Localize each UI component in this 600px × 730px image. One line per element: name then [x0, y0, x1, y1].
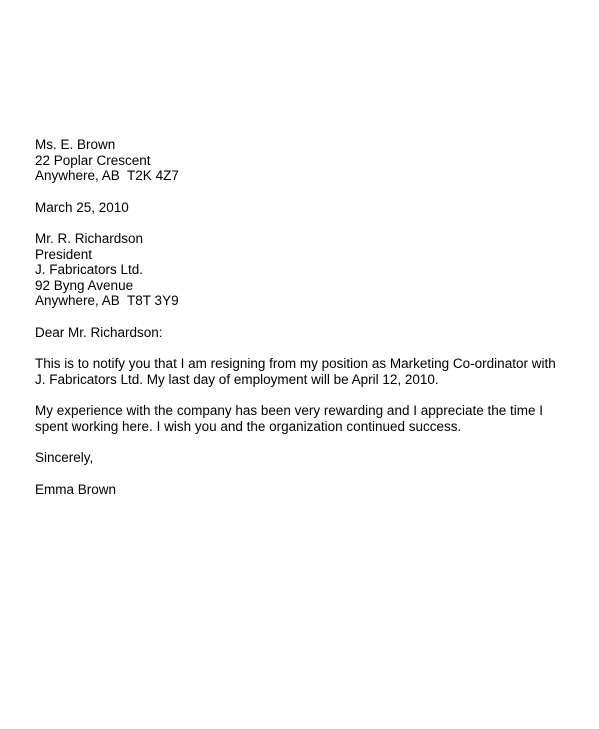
recipient-city-line: Anywhere, AB T8T 3Y9 — [35, 293, 179, 308]
body-paragraph-2-line-1: My experience with the company has been very rewarding and I appreciate the time I — [35, 403, 544, 418]
recipient-street: 92 Byng Avenue — [35, 277, 134, 293]
recipient-address — [35, 231, 580, 309]
sender-address — [35, 137, 580, 184]
resignation-letter — [35, 137, 580, 497]
body-paragraph-1-line-2: J. Fabricators Ltd. My last day of employment will be April 12, 2010. — [35, 371, 439, 387]
letter-date-block — [35, 200, 580, 216]
spacer — [35, 309, 580, 325]
spacer — [35, 466, 580, 482]
closing-block — [35, 450, 580, 466]
spacer — [35, 340, 580, 356]
sender-street: 22 Poplar Crescent — [35, 152, 151, 168]
recipient-name: Mr. R. Richardson — [35, 231, 144, 246]
body-paragraph-1 — [35, 356, 580, 387]
recipient-title: President — [35, 246, 93, 262]
letter-date: March 25, 2010 — [35, 199, 129, 215]
body-paragraph-2 — [35, 403, 580, 434]
signature-name: Emma Brown — [35, 481, 117, 497]
spacer — [35, 184, 580, 200]
closing: Sincerely, — [35, 450, 94, 465]
sender-name: Ms. E. Brown — [35, 137, 116, 152]
spacer — [35, 387, 580, 403]
body-paragraph-1-line-1: This is to notify you that I am resigning from my position as Marketing Co-ordinator with — [35, 356, 556, 371]
sender-city-line: Anywhere, AB T2K 4Z7 — [35, 168, 179, 183]
spacer — [35, 434, 580, 450]
salutation-block — [35, 325, 580, 341]
salutation: Dear Mr. Richardson: — [35, 324, 163, 340]
recipient-company: J. Fabricators Ltd. — [35, 262, 144, 277]
spacer — [35, 215, 580, 231]
signature-block — [35, 482, 580, 498]
body-paragraph-2-line-2: spent working here. I wish you and the organization continued success. — [35, 418, 462, 434]
